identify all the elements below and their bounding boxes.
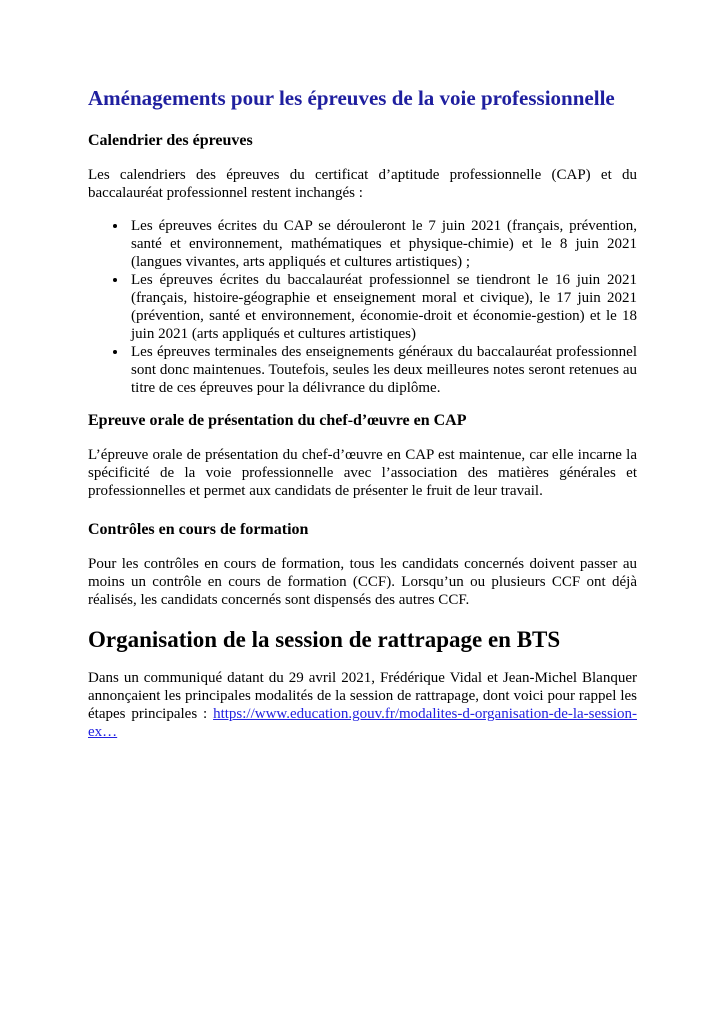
list-item-cap-ecrites: • Les épreuves écrites du CAP se dérouleront le 7 juin 2021 (français, prévention, santé et environnement, mathématiques et physique-chimie) et le 8 juin 2021 (langues vivantes, arts appliqués et cultures artistiques) ; (128, 217, 637, 271)
list-item-epreuves-terminales: • Les épreuves terminales des enseignements généraux du baccalauréat professionnel sont donc maintenues. Toutefois, seules les deux meilleures notes seront retenues au titre de ces épreuves pour la délivrance du diplôme. (128, 343, 637, 397)
session-rattrapage-link[interactable]: https://www.education.gouv.fr/modalites-d-organisation-de-la-session-ex… (88, 706, 637, 740)
section-heading-controles: Contrôles en cours de formation (88, 521, 309, 538)
exam-dates-list (88, 217, 637, 397)
section-heading-bts-rattrapage: Organisation de la session de rattrapage en BTS (88, 627, 561, 652)
epreuve-orale-paragraph: L’épreuve orale de présentation du chef-d’œuvre en CAP est maintenue, car elle incarne la spécificité de la voie professionnelle avec l’association des matières générales et professionnelles et permet aux candidats de présenter le fruit de leur travail. (88, 447, 637, 499)
calendrier-intro-paragraph: Les calendriers des épreuves du certificat d’aptitude professionnelle (CAP) et du baccalauréat professionnel restent inchangés : (88, 167, 637, 201)
controles-paragraph: Pour les contrôles en cours de formation, tous les candidats concernés doivent passer au moins un contrôle en cours de formation (CCF). Lorsqu’un ou plusieurs CCF ont déjà réalisés, les candidats concernés sont dispensés des autres CCF. (88, 556, 637, 608)
bts-paragraph (88, 669, 637, 741)
bts-paragraph-text: Dans un communiqué datant du 29 avril 2021, Frédérique Vidal et Jean-Michel Blanquer annonçaient les principales modalités de la session de rattrapage, dont voici pour rappel les étapes principales : (88, 670, 637, 722)
document-title: Aménagements pour les épreuves de la voie professionnelle (88, 86, 615, 110)
section-heading-epreuve-orale: Epreuve orale de présentation du chef-d’œuvre en CAP (88, 412, 467, 429)
section-heading-calendrier: Calendrier des épreuves (88, 132, 253, 149)
list-item-bac-ecrites: • Les épreuves écrites du baccalauréat professionnel se tiendront le 16 juin 2021 (français, histoire-géographie et enseignement moral et civique), le 17 juin 2021 (prévention, santé et environnement, économie-droit et économie-gestion) et le 18 juin 2021 (arts appliqués et cultures artistiques) (128, 271, 637, 343)
